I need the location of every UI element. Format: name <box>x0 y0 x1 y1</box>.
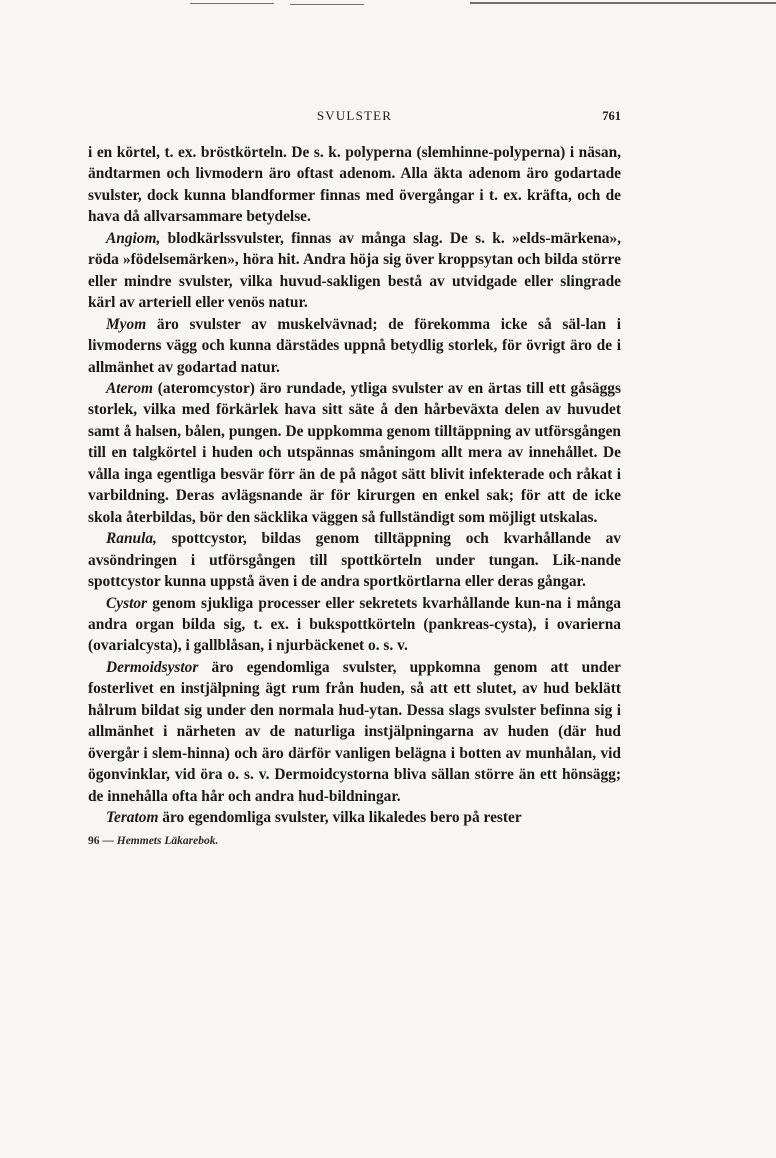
paragraph <box>88 807 621 828</box>
paragraph-term: Myom <box>106 315 147 333</box>
running-head <box>88 104 621 128</box>
paragraph-text: spottcystor, bildas genom tilltäppning och kvarhållande av avsöndringen i utförsgången till spottkörteln under tungan. Lik-nande spottcystor kunna uppstå även i de andra sportkörtlarna eller deras gångar. <box>88 530 621 591</box>
paragraph-text: äro svulster av muskelvävnad; de förekomma icke så säl-lan i livmoderns vägg och kunna därstädes uppnå betydlig storlek, för övrigt äro de i allmänhet av godartad natur. <box>88 315 621 376</box>
paragraph <box>88 593 621 657</box>
paragraph-text: äro egendomliga svulster, vilka likaledes bero på rester <box>158 809 522 827</box>
scan-edge-lines <box>0 0 776 10</box>
page-title: SVULSTER <box>316 108 393 123</box>
page-content <box>88 104 621 849</box>
footer-signature <box>88 833 621 849</box>
paragraph <box>88 314 621 378</box>
page-number: 761 <box>602 109 621 123</box>
paragraph-text: äro egendomliga svulster, uppkomna genom att under fosterlivet en instjälpning ägt rum från huden, så att ett slutet, av hud beklätt hålrum bildat sig under den normala hud-ytan. Dessa slags svulster befinna sig i allmänhet i närheten av de naturliga instjälpningarna av huden (där hud övergår i slem-hinna) och äro därför vanligen belägna i botten av munhålan, vid ögonvinklar, vid öra o. s. v. Dermoidcystorna bliva sällan större än ett hönsägg; de innehålla ofta hår och andra hud-bildningar. <box>88 658 621 805</box>
paragraph-term: Cystor <box>106 594 148 612</box>
paragraph-term: Teratom <box>106 809 159 827</box>
paragraph <box>88 378 621 528</box>
paragraph-term: Ranula, <box>106 530 157 548</box>
body-text <box>88 142 621 829</box>
paragraph-text: genom sjukliga processer eller sekretets kvarhållande kun-na i många andra organ bilda sig, t. ex. i bukspottkörteln (pankreas-cysta), i ovarierna (ovarialcysta), i gallblåsan, i njurbäckenet o. s. v. <box>88 594 621 655</box>
paragraph <box>88 657 621 807</box>
paragraph-text: (ateromcystor) äro rundade, ytliga svulster av en ärtas till ett gåsäggs storlek, vilka med förkärlek hava sitt säte å den hårbeväxta delen av huvudet samt å halsen, bålen, pungen. De uppkomma genom tilltäppning av utförsgången till en talgkörtel i huden och utspännas småningom allt mera av innehållet. De vålla inga egentliga besvär förr än de på något sätt blivit infekterade och råkat i varbildning. Deras avlägsnande är för kirurgen en enkel sak; för att de icke skola återbildas, bör den säcklika väggen så fullständigt som möjligt utskalas. <box>88 379 621 526</box>
publication-title: Hemmets Läkarebok. <box>116 834 219 847</box>
paragraph-term: Angiom, <box>106 229 161 247</box>
paragraph-term: Aterom <box>106 379 154 397</box>
paragraph <box>88 528 621 592</box>
paragraph-text: i en körtel, t. ex. bröstkörteln. De s. k. polyperna (slemhinne-polyperna) i näsan, ändtarmen och livmodern äro oftast adenom. Alla äkta adenom äro godartade svulster, dock kunna blandformer finnas med övergångar i t. ex. kräfta, och de hava då allvarsammare betydelse. <box>88 144 621 226</box>
paragraph-text: blodkärlssvulster, finnas av många slag. De s. k. »elds-märkena», röda »födelsemärken», höra hit. Andra höja sig över kroppsytan och bilda större eller mindre svulster, vilka huvud-sakligen bestå av utvidgade eller slingrade kärl av arteriell eller venös natur. <box>88 229 621 312</box>
paragraph <box>88 228 621 314</box>
paragraph-term: Dermoidsystor <box>106 658 199 676</box>
signature-number: 96 — <box>88 834 114 847</box>
paragraph <box>88 142 621 228</box>
